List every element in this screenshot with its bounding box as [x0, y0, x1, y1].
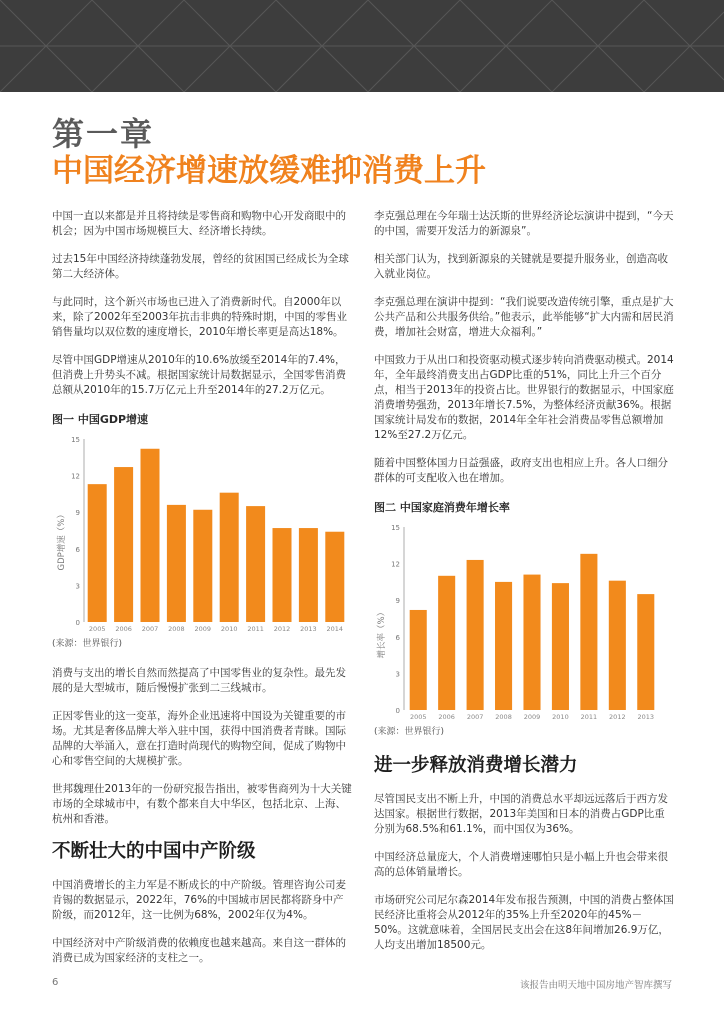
- x-tick-label: 2012: [273, 625, 291, 633]
- paragraph: 与此同时，这个新兴市场也已进入了消费新时代。自2000年以来，除了2002年至2003年抗击非典的特殊时期，中国的零售业销售量均以双位数的速度增长，2010年增长率更是高达18%。: [52, 296, 347, 338]
- paragraph: 中国消费增长的主力军是不断成长的中产阶级。管理咨询公司麦肯锡的数据显示，2022年，76%的中国城市居民都将跻身中产阶级，而2012年，这一比例为68%，2002年仅为4%。: [52, 879, 346, 921]
- bar: [299, 528, 318, 622]
- bar: [272, 528, 291, 622]
- bar: [609, 581, 626, 710]
- geometric-pattern: [0, 0, 724, 92]
- bar: [220, 493, 239, 622]
- y-tick-label: 0: [395, 707, 400, 715]
- footer-note: 该报告由明天地中国房地产智库撰写: [519, 980, 672, 991]
- left-column: [52, 209, 352, 979]
- paragraph: 消费与支出的增长自然而然提高了中国零售业的复杂性。最先发展的是大型城市，随后慢慢扩张到二三线城市。: [52, 667, 346, 694]
- y-tick-label: 15: [391, 524, 400, 532]
- bar: [580, 554, 597, 710]
- x-tick-label: 2007: [466, 713, 484, 721]
- paragraph: 过去15年中国经济持续蓬勃发展，曾经的贫困国已经成长为全球第二大经济体。: [52, 253, 349, 280]
- y-tick-label: 12: [391, 560, 400, 569]
- paragraph: 正因零售业的这一变革，海外企业迅速将中国设为关键重要的市场。尤其是奢侈品牌大举入驻中国，获得中国消费者青睐。国际品牌的大举涌入，意在打造时尚现代的购物空间，促成了购物中心和零售空间的大规模扩张。: [52, 710, 346, 767]
- bar: [325, 532, 344, 622]
- page-number: 6: [52, 977, 59, 988]
- section-title: 进一步释放消费增长潜力: [374, 755, 578, 776]
- x-tick-label: 2006: [438, 713, 455, 721]
- paragraph: 尽管国民支出不断上升，中国的消费总水平却远远落后于西方发达国家。根据世行数据，2013年美国和日本的消费占GDP比重分别为68.5%和61.1%，而中国仅为36%。: [374, 793, 668, 835]
- consumption-growth-chart: [374, 519, 664, 724]
- y-tick-label: 3: [75, 582, 80, 591]
- figure1-source: (来源：世界银行): [52, 639, 123, 649]
- x-tick-label: 2006: [115, 625, 132, 633]
- y-tick-label: 0: [75, 619, 80, 627]
- paragraph: 相关部门认为，找到新源泉的关键就是要提升服务业，创造高收入就业岗位。: [374, 253, 668, 280]
- paragraph: 中国一直以来都是并且将持续是零售商和购物中心开发商眼中的机会；因为中国市场规模巨大、经济增长持续。: [52, 210, 346, 237]
- x-tick-label: 2012: [609, 713, 626, 721]
- paragraph: 尽管中国GDP增速从2010年的10.6%放缓至2014年的7.4%，但消费上升势头不减。根据国家统计局数据显示，全国零售消费总额从2010年的15.7万亿元上升至2014年的27.2万亿元。: [52, 354, 346, 396]
- bar: [140, 449, 159, 622]
- x-tick-label: 2010: [552, 713, 569, 721]
- bar: [637, 594, 654, 710]
- figure2-source: (来源：世界银行): [374, 727, 445, 737]
- x-tick-label: 2009: [194, 625, 212, 633]
- x-tick-label: 2005: [409, 713, 427, 721]
- paragraph: 李克强总理在演讲中提到：“我们说要改造传统引擎，重点是扩大公共产品和公共服务供给。”他表示，此举能够“扩大内需和居民消费，增加社会财富，增进大众福利。”: [374, 296, 674, 338]
- bar: [495, 582, 512, 710]
- right-column: [374, 209, 674, 966]
- gdp-growth-chart: [52, 431, 352, 636]
- x-tick-label: 2013: [300, 625, 317, 633]
- section-title: 不断壮大的中国中产阶级: [52, 841, 256, 862]
- bar: [246, 506, 265, 622]
- x-tick-label: 2013: [637, 713, 655, 721]
- header-banner: [0, 0, 724, 92]
- y-axis-title: GDP增速（%）: [57, 510, 67, 571]
- x-tick-label: 2008: [495, 713, 512, 721]
- x-tick-label: 2005: [88, 625, 106, 633]
- figure2-title: 图二 中国家庭消费年增长率: [374, 501, 510, 514]
- bar: [523, 575, 540, 710]
- figure1-title: 图一 中国GDP增速: [52, 413, 149, 426]
- bar: [410, 610, 427, 710]
- y-tick-label: 9: [395, 597, 400, 606]
- paragraph: 市场研究公司尼尔森2014年发布报告预测，中国的消费占整体国民经济比重将会从2012年的35%上升至2020年的45%－50%。这就意味着，全国居民支出会在这8年间增加26.9万亿，人均支出增加18500元。: [374, 894, 674, 951]
- bar: [88, 484, 107, 622]
- x-tick-label: 2014: [326, 625, 344, 633]
- y-axis-title: 增长率（%）: [377, 607, 387, 659]
- paragraph: 中国经济总量庞大，个人消费增速哪怕只是小幅上升也会带来很高的总体销量增长。: [374, 851, 668, 878]
- paragraph: 李克强总理在今年瑞士达沃斯的世界经济论坛演讲中提到，“今天的中国，需要开发活力的新源泉”。: [374, 210, 674, 237]
- paragraph: 中国致力于从出口和投资驱动模式逐步转向消费驱动模式。2014年，全年最终消费支出占GDP比重的51%，同比上升三个百分点，相当于2013年的投资占比。世界银行的数据显示，中国家庭消费增势强劲，2013年增长7.5%，为整体经济贡献36%。根据国家统计局发布的数据，2014年全年社会消费品零售总额增加12%至27.2万亿元。: [374, 354, 674, 441]
- y-tick-label: 15: [71, 436, 80, 444]
- paragraph: 世邦魏理仕2013年的一份研究报告指出，被零售商列为十大关键市场的全球城市中，有数个都来自大中华区，包括北京、上海、杭州和香港。: [52, 783, 352, 825]
- paragraph: 中国经济对中产阶级消费的依赖度也越来越高。来自这一群体的消费已成为国家经济的支柱之一。: [52, 937, 346, 964]
- page-title: 中国经济增速放缓难抑消费上升: [52, 153, 486, 189]
- y-tick-label: 6: [395, 633, 400, 642]
- bar: [114, 467, 133, 622]
- x-tick-label: 2010: [220, 625, 238, 633]
- y-tick-label: 6: [75, 545, 80, 554]
- x-tick-label: 2011: [580, 713, 598, 721]
- y-tick-label: 9: [75, 509, 80, 518]
- bar: [467, 560, 484, 710]
- x-tick-label: 2011: [247, 625, 264, 633]
- bar: [438, 576, 455, 710]
- x-tick-label: 2007: [141, 625, 159, 633]
- bar: [552, 583, 569, 710]
- bar: [167, 505, 186, 622]
- bar: [193, 510, 212, 622]
- y-tick-label: 3: [395, 670, 400, 679]
- y-tick-label: 12: [71, 472, 80, 481]
- x-tick-label: 2008: [168, 625, 185, 633]
- paragraph: 随着中国整体国力日益强盛，政府支出也相应上升。各人口细分群体的可支配收入也在增加。: [374, 457, 668, 484]
- chapter-label: 第一章: [52, 115, 155, 153]
- x-tick-label: 2009: [523, 713, 541, 721]
